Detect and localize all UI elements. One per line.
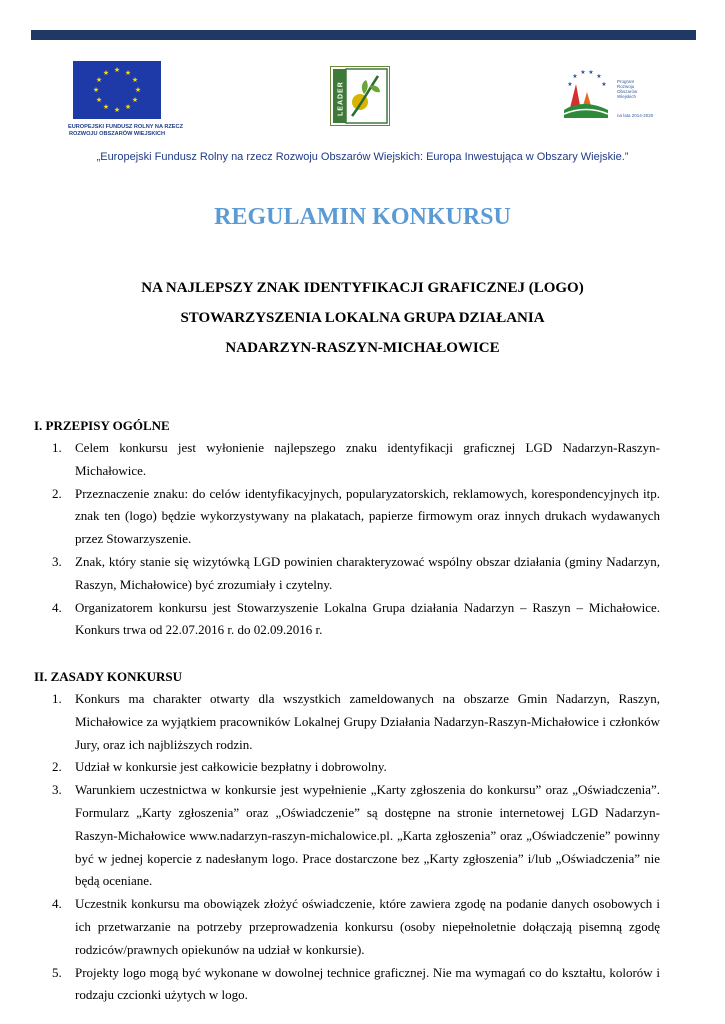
- item-text: Celem konkursu jest wyłonienie najlepszego znaku identyfikacji graficznej LGD Nadarzyn-Raszyn-Michałowice.: [75, 440, 660, 478]
- item-text: Warunkiem uczestnictwa w konkursie jest wypełnienie „Karty zgłoszenia do konkursu” oraz „Oświadczenia”. Formularz „Karty zgłoszenia” oraz „Oświadczenie” są dostępne na stronie internetowej LGD Nadarzyn-Raszyn-Michałowice www.nadarzyn-raszyn-michalowice.pl. „Karta zgłoszenia” oraz „Oświadczenie” powinny być w jednej kopercie z nadesłanym logo. Prace dostarczone bez „Karty zgłoszenia” i/lub „Oświadczenia” nie będą oceniane.: [75, 782, 660, 889]
- prow-logo: [556, 66, 666, 122]
- motto: „Europejski Fundusz Rolny na rzecz Rozwoju Obszarów Wiejskich: Europa Inwestująca w Obszary Wiejskie.”: [96, 151, 629, 163]
- item-text: Uczestnik konkursu ma obowiązek złożyć oświadczenie, które zawiera zgodę na podanie danych osobowych i ich przetwarzanie na potrzeby przeprowadzenia konkursu (osoby niepełnoletnie dołączają pisemną zgodę rodziców/prawnych opiekunów na udział w konkursie).: [75, 896, 660, 957]
- item-text: Konkurs ma charakter otwarty dla wszystkich zameldowanych na obszarze Gmin Nadarzyn, Raszyn, Michałowice za wyjątkiem pracowników Lokalnej Grupy Działania Nadarzyn-Raszyn-Michałowice i członków Jury, oraz ich najbliższych rodzin.: [75, 691, 660, 752]
- list-item: [34, 483, 660, 551]
- svg-text:★: ★: [580, 70, 586, 76]
- section-heading: II. ZASADY KONKURSU: [34, 669, 182, 684]
- item-number: 5.: [52, 964, 62, 980]
- item-text: Projekty logo mogą być wykonane w dowolnej technice graficznej. Nie ma wymagań co do kształtu, kolorów i rodzaju czcionki użytych w logo.: [75, 964, 660, 1003]
- svg-text:★: ★: [588, 70, 594, 76]
- item-text: Przeznaczenie znaku: do celów identyfikacyjnych, popularyzatorskich, reklamowych, korespondencyjnych itp. znak ten (logo) będzie wykorzystywany na plakatach, papierze firmowym oraz innych drukach wydawanych przez Stowarzyszenie.: [75, 485, 660, 547]
- section-list: [34, 437, 660, 642]
- svg-text:★: ★: [102, 69, 110, 77]
- list-item: [34, 962, 660, 1008]
- subtitle-line: NADARZYN-RASZYN-MICHAŁOWICE: [225, 340, 500, 356]
- list-item: [34, 756, 660, 779]
- list-item: [34, 551, 660, 597]
- list-item: [34, 893, 660, 961]
- svg-text:★: ★: [95, 96, 103, 104]
- subtitle-line: STOWARZYSZENIA LOKALNA GRUPA DZIAŁANIA: [180, 310, 545, 326]
- prow-text-line: na lata 2014-2020: [617, 113, 654, 118]
- item-number: 3.: [52, 553, 62, 569]
- svg-text:★: ★: [102, 103, 110, 111]
- svg-text:★: ★: [124, 69, 132, 77]
- eu-caption-line: ROZWOJU OBSZARÓW WIEJSKICH: [68, 131, 166, 137]
- item-number: 2.: [52, 485, 62, 501]
- document-title: REGULAMIN KONKURSU: [214, 204, 511, 230]
- prow-text-line: Obszarów: [617, 89, 638, 94]
- leader-logo: [330, 66, 390, 126]
- svg-text:★: ★: [134, 86, 142, 94]
- list-item: [34, 597, 660, 643]
- leader-label: LEADER: [337, 81, 345, 116]
- item-number: 1.: [52, 440, 62, 455]
- svg-text:★: ★: [113, 66, 121, 74]
- list-item: [34, 779, 660, 893]
- svg-text:★: ★: [92, 86, 100, 94]
- header-rule: [31, 30, 696, 40]
- eu-flag-logo: [68, 58, 183, 146]
- prow-text-line: Rozwoju: [617, 84, 635, 89]
- svg-text:★: ★: [596, 74, 602, 80]
- prow-text-line: Wiejskich: [617, 94, 637, 99]
- svg-text:★: ★: [124, 103, 132, 111]
- prow-text-line: Program: [617, 79, 635, 84]
- eu-caption-line: EUROPEJSKI FUNDUSZ ROLNY NA RZECZ: [68, 124, 183, 130]
- svg-text:★: ★: [601, 82, 607, 88]
- section-list: [34, 688, 660, 1007]
- item-text: Organizatorem konkursu jest Stowarzyszenie Lokalna Grupa działania Nadarzyn – Raszyn – Michałowice. Konkurs trwa od 22.07.2016 r. do 02.09.2016 r.: [75, 599, 660, 638]
- svg-text:★: ★: [95, 76, 103, 84]
- list-item: [34, 688, 660, 756]
- eu-flag-icon: [73, 61, 161, 119]
- item-number: 4.: [52, 599, 62, 615]
- svg-text:★: ★: [572, 74, 578, 80]
- item-number: 3.: [52, 782, 62, 798]
- item-number: 1.: [52, 691, 62, 706]
- item-text: Znak, który stanie się wizytówką LGD powinien charakteryzować wspólny obszar działania (gminy Nadarzyn, Raszyn, Michałowice) być zrozumiały i czytelny.: [75, 553, 660, 592]
- svg-text:★: ★: [113, 106, 121, 114]
- svg-text:★: ★: [567, 82, 573, 88]
- prow-emblem-icon: [556, 66, 616, 122]
- item-number: 4.: [52, 896, 62, 912]
- item-text: Udział w konkursie jest całkowicie bezpłatny i dobrowolny.: [75, 759, 387, 775]
- list-item: [34, 437, 660, 483]
- svg-text:★: ★: [131, 76, 139, 84]
- subtitle-line: NA NAJLEPSZY ZNAK IDENTYFIKACJI GRAFICZNEJ (LOGO): [141, 280, 584, 296]
- section-heading: I. PRZEPISY OGÓLNE: [34, 418, 170, 433]
- svg-text:★: ★: [131, 96, 139, 104]
- item-number: 2.: [52, 759, 62, 775]
